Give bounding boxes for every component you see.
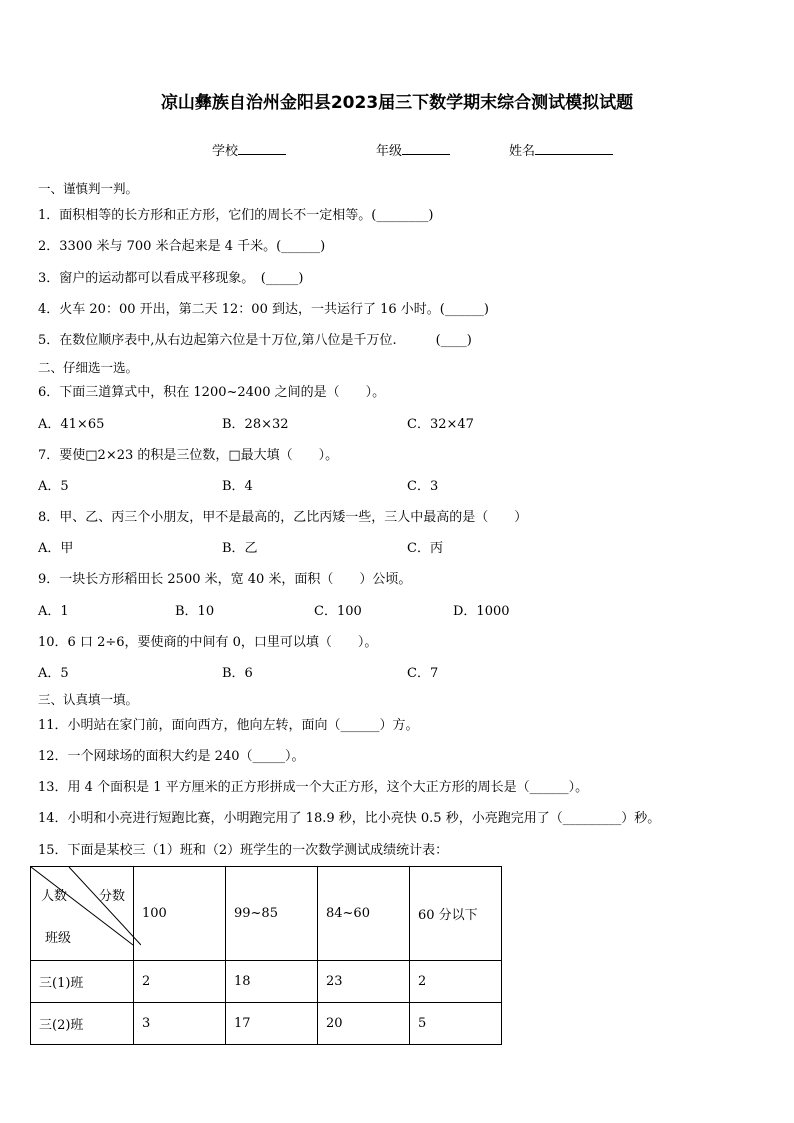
school-blank[interactable] (238, 142, 286, 155)
section-heading-1: 一、谨慎判一判。 (38, 181, 139, 196)
table-row-label: 三(1)班 (31, 961, 134, 1003)
table-cell: 5 (410, 1003, 502, 1045)
name-blank[interactable] (535, 142, 613, 155)
question-5: 5．在数位顺序表中,从右边起第六位是十万位,第八位是千万位. (____) (38, 333, 472, 348)
table-header-cell: 60 分以下 (410, 867, 502, 961)
question-8: 8．甲、乙、丙三个小朋友，甲不是最高的，乙比丙矮一些，三人中最高的是（ ） (38, 510, 528, 525)
option-q6-c[interactable]: C．32×47 (407, 417, 474, 432)
grade-label: 年级 (376, 144, 403, 159)
question-6: 6．下面三道算式中，积在 1200~2400 之间的是（ ）。 (38, 385, 386, 400)
option-q8-a[interactable]: A．甲 (38, 541, 74, 556)
name-label: 姓名 (509, 144, 536, 159)
diagonal-lines (31, 867, 141, 960)
table-header-cell: 100 (134, 867, 226, 961)
table-row-label: 三(2)班 (31, 1003, 134, 1045)
question-15: 15．下面是某校三（1）班和（2）班学生的一次数学测试成绩统计表： (38, 843, 449, 858)
option-q6-b[interactable]: B．28×32 (222, 417, 289, 432)
table-cell: 20 (318, 1003, 410, 1045)
table-header-row (31, 867, 502, 961)
option-q7-c[interactable]: C．3 (407, 479, 439, 494)
option-q7-a[interactable]: A．5 (38, 479, 69, 494)
school-label: 学校 (212, 144, 239, 159)
option-q9-b[interactable]: B．10 (175, 604, 215, 619)
section-heading-2: 二、仔细选一选。 (38, 360, 139, 375)
table-cell: 17 (226, 1003, 318, 1045)
question-11: 11．小明站在家门前，面向西方，他向左转，面向（______）方。 (38, 718, 419, 733)
table-header-cell: 84~60 (318, 867, 410, 961)
question-3: 3．窗户的运动都可以看成平移现象。 (_____) (38, 271, 304, 286)
score-table (30, 866, 502, 1045)
grade-blank[interactable] (402, 142, 450, 155)
question-13: 13．用 4 个面积是 1 平方厘米的正方形拼成一个大正方形，这个大正方形的周长是（______）。 (38, 780, 589, 795)
table-cell: 2 (410, 961, 502, 1003)
grade-field[interactable] (376, 140, 450, 159)
table-row (31, 961, 502, 1003)
option-q10-b[interactable]: B．6 (222, 666, 253, 681)
option-q9-c[interactable]: C．100 (314, 604, 362, 619)
corner-label-class: 班级 (45, 931, 72, 946)
table-cell: 23 (318, 961, 410, 1003)
question-4: 4．火车 20：00 开出，第二天 12：00 到达，一共运行了 16 小时。(______) (38, 302, 489, 317)
question-1: 1．面积相等的长方形和正方形，它们的周长不一定相等。(________) (38, 208, 434, 223)
table-cell: 18 (226, 961, 318, 1003)
question-10: 10．6 口 2÷6，要使商的中间有 0，口里可以填（ ）。 (38, 635, 378, 650)
table-corner-cell (31, 867, 134, 961)
question-14: 14．小明和小亮进行短跑比赛，小明跑完用了 18.9 秒，比小亮快 0.5 秒，小亮跑完用了（_________）秒。 (38, 811, 661, 826)
option-q9-d[interactable]: D．1000 (453, 604, 510, 619)
name-field[interactable] (509, 140, 613, 159)
question-9: 9．一块长方形稻田长 2500 米，宽 40 米，面积（ ）公顷。 (38, 572, 412, 587)
question-12: 12．一个网球场的面积大约是 240（_____）。 (38, 749, 305, 764)
question-2: 2．3300 米与 700 米合起来是 4 千米。(______) (38, 239, 326, 254)
school-field[interactable] (212, 140, 286, 159)
table-cell: 3 (134, 1003, 226, 1045)
option-q6-a[interactable]: A．41×65 (38, 417, 105, 432)
table-cell: 2 (134, 961, 226, 1003)
option-q9-a[interactable]: A．1 (38, 604, 69, 619)
table-row (31, 1003, 502, 1045)
page-title: 凉山彝族自治州金阳县2023届三下数学期末综合测试模拟试题 (160, 93, 634, 113)
corner-label-score: 分数 (99, 889, 126, 904)
option-q8-c[interactable]: C．丙 (407, 541, 443, 556)
corner-label-count: 人数 (41, 889, 68, 904)
option-q10-c[interactable]: C．7 (407, 666, 439, 681)
option-q10-a[interactable]: A．5 (38, 666, 69, 681)
table-header-cell: 99~85 (226, 867, 318, 961)
question-7: 7．要使□2×23 的积是三位数，□最大填（ ）。 (38, 448, 339, 463)
option-q7-b[interactable]: B．4 (222, 479, 253, 494)
section-heading-3: 三、认真填一填。 (38, 692, 139, 707)
option-q8-b[interactable]: B．乙 (222, 541, 258, 556)
